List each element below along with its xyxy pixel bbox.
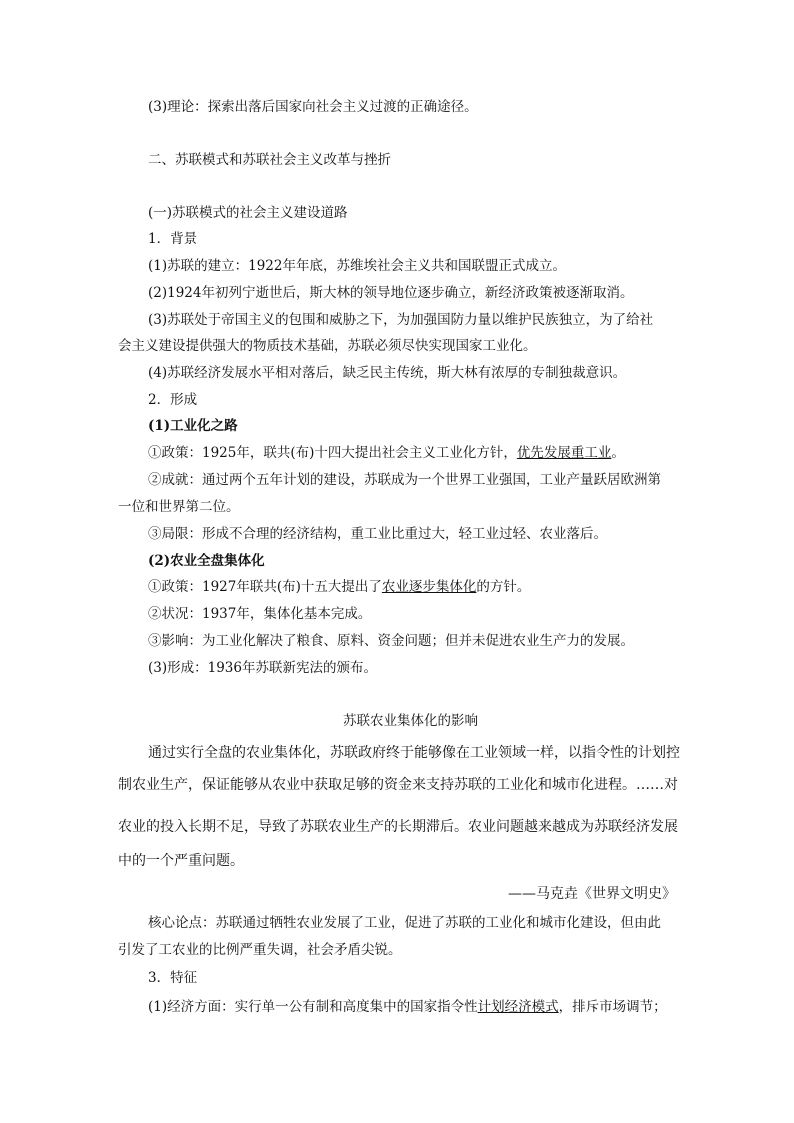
industrialization-achievement-line2: 一位和世界第二位。 — [118, 499, 240, 515]
background-item-3-line2: 会主义建设提供强大的物质技术基础，苏联必须尽快实现国家工业化。 — [118, 338, 537, 354]
economy-text: (1)经济方面：实行单一公有制和高度集中的国家指令性 — [148, 999, 478, 1015]
characteristic-economy — [148, 997, 667, 1017]
subsection-heading-1: (一)苏联模式的社会主义建设道路 — [148, 205, 348, 221]
material-quote-line4: 中的一个严重问题。 — [118, 853, 244, 869]
industrialization-limitation: ③局限：形成不合理的经济结构，重工业比重过大，轻工业过轻、农业落后。 — [148, 526, 607, 542]
economy-end: ，排斥市场调节； — [558, 999, 667, 1015]
collectivization-status: ②状况：1937年，集体化基本完成。 — [148, 606, 372, 622]
core-argument-line2: 引发了工农业的比例严重失调，社会矛盾尖锐。 — [118, 942, 402, 958]
heading-characteristics: 3．特征 — [148, 970, 198, 986]
core-argument-line1: 核心论点：苏联通过牺牲农业发展了工业，促进了苏联的工业化和城市化建设，但由此 — [148, 915, 661, 931]
policy-end: 的方针。 — [476, 579, 531, 595]
policy-text: ①政策：1927年联共(布)十五大提出了 — [148, 579, 382, 595]
material-quote-line1: 通过实行全盘的农业集体化，苏联政府终于能够像在工业领域一样，以指令性的计划控 — [148, 745, 680, 761]
industrialization-heading: (1)工业化之路 — [148, 418, 238, 434]
background-item-1: (1)苏联的建立：1922年年底，苏维埃社会主义共和国联盟正式成立。 — [148, 258, 566, 274]
material-quote-line3: 农业的投入长期不足，导致了苏联农业生产的长期滞后。农业问题越来越成为苏联经济发展 — [118, 819, 678, 835]
heading-formation: 2．形成 — [148, 392, 198, 408]
section-heading-2: 二、苏联模式和苏联社会主义改革与挫折 — [148, 152, 391, 168]
underlined-key-term: 计划经济模式 — [477, 999, 559, 1015]
industrialization-achievement-line1: ②成就：通过两个五年计划的建设，苏联成为一个世界工业强国，工业产量跃居欧洲第 — [148, 472, 661, 488]
policy-end: 。 — [611, 445, 625, 461]
material-title: 苏联农业集体化的影响 — [343, 713, 478, 729]
collectivization-policy — [148, 577, 530, 597]
material-quote-line2: 制农业生产，保证能够从农业中获取足够的资金来支持苏联的工业化和城市化进程。……对 — [118, 777, 678, 793]
material-source: ——马克垚《世界文明史》 — [508, 886, 676, 902]
background-item-3-line1: (3)苏联处于帝国主义的包围和威胁之下，为加强国防力量以维护民族独立，为了给社 — [148, 312, 654, 328]
background-item-4: (4)苏联经济发展水平相对落后，缺乏民主传统，斯大林有浓厚的专制独裁意识。 — [148, 365, 627, 381]
item-3-theory: (3)理论：探索出落后国家向社会主义过渡的正确途径。 — [148, 99, 478, 115]
formation-item-3: (3)形成：1936年苏联新宪法的颁布。 — [148, 660, 377, 676]
underlined-key-term: 农业逐步集体化 — [381, 579, 477, 595]
heading-background: 1．背景 — [148, 231, 198, 247]
collectivization-heading: (2)农业全盘集体化 — [148, 553, 265, 569]
background-item-2: (2)1924年初列宁逝世后，斯大林的领导地位逐步确立，新经济政策被逐渐取消。 — [148, 285, 634, 301]
industrialization-policy — [148, 443, 625, 463]
policy-text: ①政策：1925年，联共(布)十四大提出社会主义工业化方针， — [148, 445, 517, 461]
collectivization-impact: ③影响：为工业化解决了粮食、原料、资金问题；但并未促进农业生产力的发展。 — [148, 633, 634, 649]
underlined-key-term: 优先发展重工业 — [516, 445, 612, 461]
